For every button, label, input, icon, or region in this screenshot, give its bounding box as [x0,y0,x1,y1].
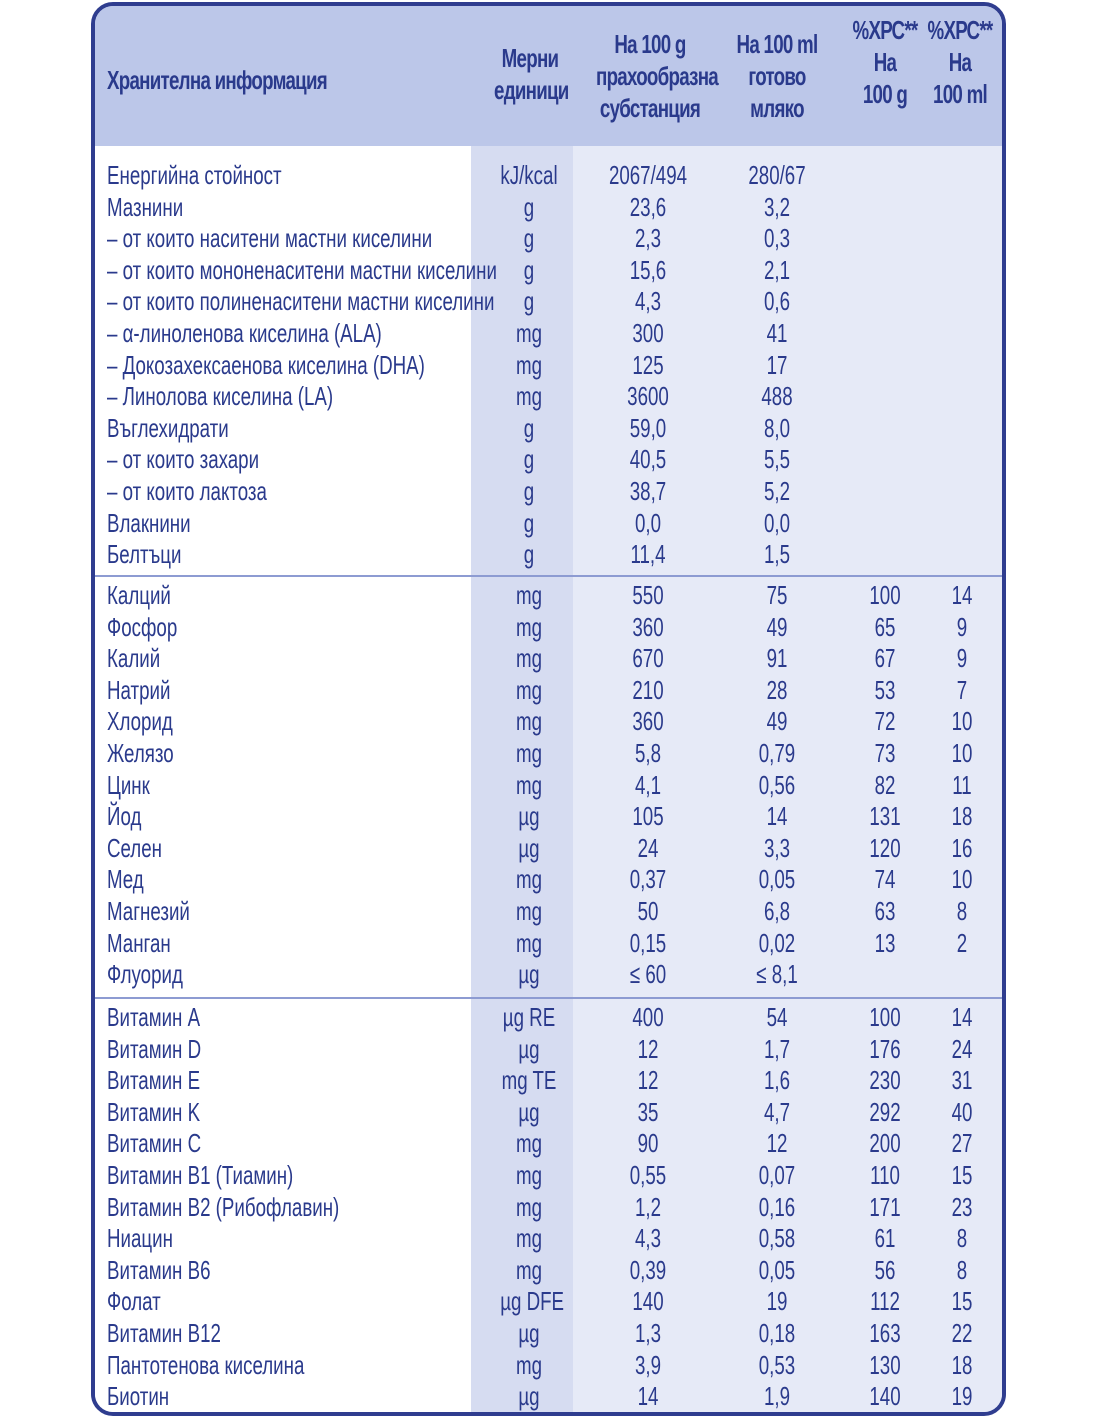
header-per-100g-line: субстанция [599,93,701,123]
row-name: Енергийна стойност [107,160,282,190]
row-name: Витамин A [107,1002,201,1032]
table-row [95,801,1002,833]
row-value-100g: 0,55 [629,1160,667,1190]
row-unit: g [523,539,535,570]
row-value-100g: 1,3 [634,1318,662,1348]
row-value-100ml: 0,3 [763,223,791,254]
row-name: Витамин K [107,1096,201,1127]
row-rda-100ml: 16 [951,832,973,863]
table-row [95,928,1002,960]
row-name: Витамин D [107,1033,202,1064]
row-unit: g [523,476,535,506]
row-unit: µg [518,1381,540,1412]
row-unit: mg [515,580,543,610]
header-unit-line: единици [494,75,569,105]
row-name: – от които полиненаситени мастни киселини [107,286,495,317]
row-rda-100g: 61 [874,1223,896,1254]
row-unit: µg [518,1318,540,1348]
header-unit [494,42,569,106]
row-value-100g: 2,3 [634,223,662,254]
row-value-100ml: 0,53 [758,1349,796,1380]
row-unit: mg [515,706,543,737]
row-rda-100g: 73 [874,738,896,768]
row-value-100ml: 0,79 [758,738,796,768]
table-row [95,1223,1002,1255]
row-unit: g [523,254,535,285]
header-per-100g-line: прахообразна [596,61,718,91]
row-value-100g: 400 [632,1002,664,1032]
row-rda-100ml: 8 [956,1254,968,1285]
row-value-100ml: 17 [766,349,788,380]
row-unit: g [523,444,535,475]
row-value-100g: 24 [637,832,659,863]
row-unit: µg [518,832,540,863]
table-row [95,1097,1002,1129]
header-per-100ml-line: мляко [750,93,804,123]
table-row [95,612,1002,644]
row-unit: µg [518,1096,540,1127]
row-rda-100g: 67 [874,643,896,674]
row-value-100g: 38,7 [629,476,667,506]
table-row [95,223,1002,255]
row-value-100g: 35 [637,1096,659,1127]
row-rda-100g: 74 [874,864,896,895]
row-rda-100g: 100 [869,1002,901,1032]
row-value-100ml: 1,6 [763,1065,791,1096]
row-unit: mg [515,1223,543,1254]
row-value-100g: 210 [632,674,664,705]
row-name: Витамин B2 (Рибофлавин) [107,1191,340,1222]
table-row [95,896,1002,928]
row-value-100ml: 0,18 [758,1318,796,1348]
row-name: Въглехидрати [107,412,229,443]
table-row [95,1381,1002,1413]
row-value-100ml: 0,07 [758,1160,796,1190]
row-rda-100ml: 15 [951,1160,973,1190]
row-value-100g: 90 [637,1128,659,1159]
row-name: Хлорид [107,706,173,737]
row-value-100ml: 488 [761,381,793,412]
header-name: Хранителна информация [107,65,327,95]
row-value-100ml: 2,1 [763,254,791,285]
row-name: Витамин E [107,1065,201,1096]
table-row [95,539,1002,571]
row-value-100g: 0,15 [629,927,667,958]
row-name: – Линолова киселина (LA) [107,381,334,412]
row-value-100ml: 41 [766,318,788,348]
row-unit: g [523,412,535,443]
row-name: – от които наситени мастни киселини [107,223,433,254]
row-value-100ml: 8,0 [763,412,791,443]
table-row [95,350,1002,382]
row-name: Цинк [107,769,150,800]
header-rda-100ml-line: На [948,47,972,77]
row-name: Калций [107,580,171,610]
row-unit: mg [515,1349,543,1380]
row-name: Селен [107,832,162,863]
row-value-100ml: 0,05 [758,864,796,895]
table-row [95,959,1002,991]
row-value-100g: 5,8 [634,738,662,768]
row-value-100g: 1,2 [634,1191,662,1222]
row-value-100ml: 0,56 [758,769,796,800]
row-value-100ml: 54 [766,1002,788,1032]
row-rda-100ml: 31 [951,1065,973,1096]
row-rda-100ml: 10 [951,738,973,768]
row-unit: mg [515,896,543,926]
row-name: Мазнини [107,191,184,222]
table-row [95,1160,1002,1192]
row-value-100ml: 28 [766,674,788,705]
row-value-100g: 105 [632,801,664,832]
row-value-100g: 140 [632,1286,664,1317]
table-row [95,770,1002,802]
table-row [95,192,1002,224]
table-row [95,1255,1002,1287]
row-value-100ml: 4,7 [763,1096,791,1127]
row-rda-100ml: 10 [951,706,973,737]
table-row [95,1002,1002,1034]
row-value-100ml: 280/67 [748,160,806,190]
row-name: Фосфор [107,611,178,642]
row-name: Фолат [107,1286,161,1317]
row-unit: µg DFE [500,1286,565,1317]
row-name: Витамин B6 [107,1254,211,1285]
row-value-100g: 0,37 [629,864,667,895]
row-value-100ml: 0,16 [758,1191,796,1222]
table-row [95,1034,1002,1066]
row-value-100g: 40,5 [629,444,667,475]
row-value-100ml: 75 [766,580,788,610]
row-value-100g: 670 [632,643,664,674]
row-unit: g [523,223,535,254]
row-value-100ml: 3,3 [763,832,791,863]
row-name: Влакнини [107,507,191,538]
table-row [95,864,1002,896]
row-rda-100g: 163 [869,1318,901,1348]
row-value-100g: 23,6 [629,191,667,222]
row-value-100ml: 0,05 [758,1254,796,1285]
row-value-100g: 550 [632,580,664,610]
row-value-100g: 14 [637,1381,659,1412]
table-row [95,1350,1002,1382]
row-rda-100g: 292 [869,1096,901,1127]
table-row [95,580,1002,612]
row-rda-100g: 56 [874,1254,896,1285]
row-rda-100g: 200 [869,1128,901,1159]
row-value-100g: 3,9 [634,1349,662,1380]
row-name: Флуорид [107,959,183,990]
row-unit: mg [515,674,543,705]
row-unit: kJ/kcal [500,160,558,190]
table-row [95,1192,1002,1224]
nutrition-table [91,2,1006,1416]
table-row [95,1128,1002,1160]
row-unit: mg [515,611,543,642]
row-value-100g: 15,6 [629,254,667,285]
table-row [95,738,1002,770]
row-value-100ml: 49 [766,706,788,737]
row-rda-100ml: 8 [956,896,968,926]
row-value-100ml: 0,0 [763,507,791,538]
row-value-100ml: ≤ 8,1 [756,959,798,990]
header-per-100g-line: На 100 g [614,29,686,59]
row-value-100g: 300 [632,318,664,348]
row-name: Желязо [107,738,174,768]
row-name: Витамин B12 [107,1318,221,1348]
row-name: Магнезий [107,896,190,926]
row-unit: g [523,507,535,538]
row-value-100g: 12 [637,1033,659,1064]
row-rda-100g: 100 [869,580,901,610]
row-value-100ml: 0,58 [758,1223,796,1254]
table-row [95,833,1002,865]
row-rda-100ml: 11 [952,769,972,800]
row-name: – Докозахексаенова киселина (DHA) [107,349,425,380]
table-row [95,318,1002,350]
row-rda-100ml: 9 [956,611,968,642]
row-value-100ml: 1,7 [763,1033,791,1064]
row-unit: mg [515,318,543,348]
row-value-100ml: 5,5 [763,444,791,475]
row-rda-100g: 13 [874,927,896,958]
row-value-100g: 4,1 [634,769,662,800]
row-unit: µg [518,959,540,990]
row-rda-100g: 130 [869,1349,901,1380]
row-name: Витамин B1 (Тиамин) [107,1160,294,1190]
row-unit: mg [515,381,543,412]
row-value-100g: 4,3 [634,286,662,317]
row-value-100g: 50 [637,896,659,926]
row-value-100ml: 0,02 [758,927,796,958]
table-row [95,675,1002,707]
row-unit: mg [515,1254,543,1285]
row-name: Ниацин [107,1223,173,1254]
row-name: Белтъци [107,539,182,570]
table-row [95,643,1002,675]
row-unit: mg [515,643,543,674]
header-rda-100g-line: %ХРС** [852,15,918,45]
row-value-100g: 59,0 [629,412,667,443]
header-rda-100g [849,14,921,110]
row-unit: g [523,286,535,317]
row-value-100ml: 1,5 [763,539,791,570]
row-rda-100ml: 24 [951,1033,973,1064]
row-rda-100ml: 23 [951,1191,973,1222]
row-name: – от които лактоза [107,476,267,506]
row-unit: mg [515,738,543,768]
row-rda-100g: 140 [869,1381,901,1412]
row-value-100g: 360 [632,611,664,642]
row-value-100ml: 5,2 [763,476,791,506]
row-name: Манган [107,927,171,958]
row-rda-100ml: 18 [951,801,973,832]
header-rda-100ml-line: %ХРС** [927,15,993,45]
row-rda-100g: 112 [870,1286,900,1317]
header-per-100ml-line: готово [748,61,806,91]
row-value-100ml: 91 [766,643,788,674]
row-rda-100g: 131 [869,801,901,832]
header-per-100ml [730,28,824,124]
table-row [95,381,1002,413]
row-rda-100ml: 9 [956,643,968,674]
row-value-100g: 2067/494 [608,160,688,190]
row-unit: mg [515,349,543,380]
row-name: Мед [107,864,144,895]
row-value-100g: 4,3 [634,1223,662,1254]
row-unit: mg [515,927,543,958]
row-value-100g: 0,39 [629,1254,667,1285]
row-unit: mg [515,1160,543,1190]
row-value-100g: 11,4 [630,539,666,570]
row-value-100ml: 19 [766,1286,788,1317]
row-value-100g: 3600 [627,381,669,412]
row-rda-100ml: 22 [951,1318,973,1348]
row-value-100ml: 6,8 [763,896,791,926]
table-row [95,476,1002,508]
row-unit: µg RE [502,1002,556,1032]
row-unit: mg [515,769,543,800]
row-rda-100g: 110 [870,1160,900,1190]
row-name: Биотин [107,1381,170,1412]
row-rda-100ml: 8 [956,1223,968,1254]
row-rda-100g: 82 [874,769,896,800]
row-rda-100g: 72 [874,706,896,737]
header-per-100ml-line: На 100 ml [736,29,818,59]
table-row [95,706,1002,738]
row-rda-100ml: 2 [956,927,968,958]
row-value-100ml: 0,6 [763,286,791,317]
row-rda-100g: 53 [874,674,896,705]
section-divider [95,575,1002,577]
row-name: – α-линоленова киселина (ALA) [107,318,382,348]
row-unit: mg [515,1128,543,1159]
row-value-100ml: 14 [766,801,788,832]
row-value-100ml: 49 [766,611,788,642]
row-name: Витамин C [107,1128,202,1159]
table-row [95,286,1002,318]
row-rda-100g: 230 [869,1065,901,1096]
row-name: Калий [107,643,161,674]
table-row [95,413,1002,445]
table-row [95,1286,1002,1318]
row-name: Йод [107,801,142,832]
row-name: Натрий [107,674,171,705]
row-name: – от които захари [107,444,260,475]
row-value-100g: 0,0 [634,507,662,538]
table-row [95,255,1002,287]
row-rda-100g: 171 [869,1191,901,1222]
header-rda-100ml [924,14,996,110]
row-value-100ml: 12 [766,1128,788,1159]
row-rda-100ml: 40 [951,1096,973,1127]
row-unit: mg [515,1191,543,1222]
header-unit-line: Мерни [501,43,559,73]
row-rda-100ml: 14 [951,1002,973,1032]
row-value-100g: 125 [632,349,664,380]
row-unit: mg [515,864,543,895]
row-unit: µg [518,1033,540,1064]
row-rda-100ml: 7 [956,674,968,705]
row-rda-100ml: 27 [951,1128,973,1159]
row-rda-100g: 120 [869,832,901,863]
row-value-100g: 12 [637,1065,659,1096]
row-rda-100g: 63 [874,896,896,926]
row-value-100g: ≤ 60 [629,959,667,990]
row-rda-100ml: 10 [951,864,973,895]
row-rda-100ml: 15 [951,1286,973,1317]
table-row [95,444,1002,476]
row-rda-100ml: 14 [951,580,973,610]
table-row [95,1065,1002,1097]
table-row [95,508,1002,540]
header-rda-100g-line: 100 g [862,79,908,109]
row-rda-100ml: 19 [951,1381,973,1412]
row-unit: µg [518,801,540,832]
section-divider [95,997,1002,999]
row-name: Пантотенова киселина [107,1349,305,1380]
row-value-100g: 360 [632,706,664,737]
header-rda-100ml-line: 100 ml [933,79,987,109]
row-value-100ml: 3,2 [763,191,791,222]
header-per-100g [596,28,718,124]
row-rda-100ml: 18 [951,1349,973,1380]
row-unit: g [523,191,535,222]
table-row [95,1318,1002,1350]
row-rda-100g: 176 [869,1033,901,1064]
row-unit: mg TE [501,1065,557,1096]
row-name: – от които мононенаситени мастни киселини [107,254,497,285]
row-rda-100g: 65 [874,611,896,642]
header-rda-100g-line: На [873,47,897,77]
row-value-100ml: 1,9 [763,1381,791,1412]
table-row [95,160,1002,192]
